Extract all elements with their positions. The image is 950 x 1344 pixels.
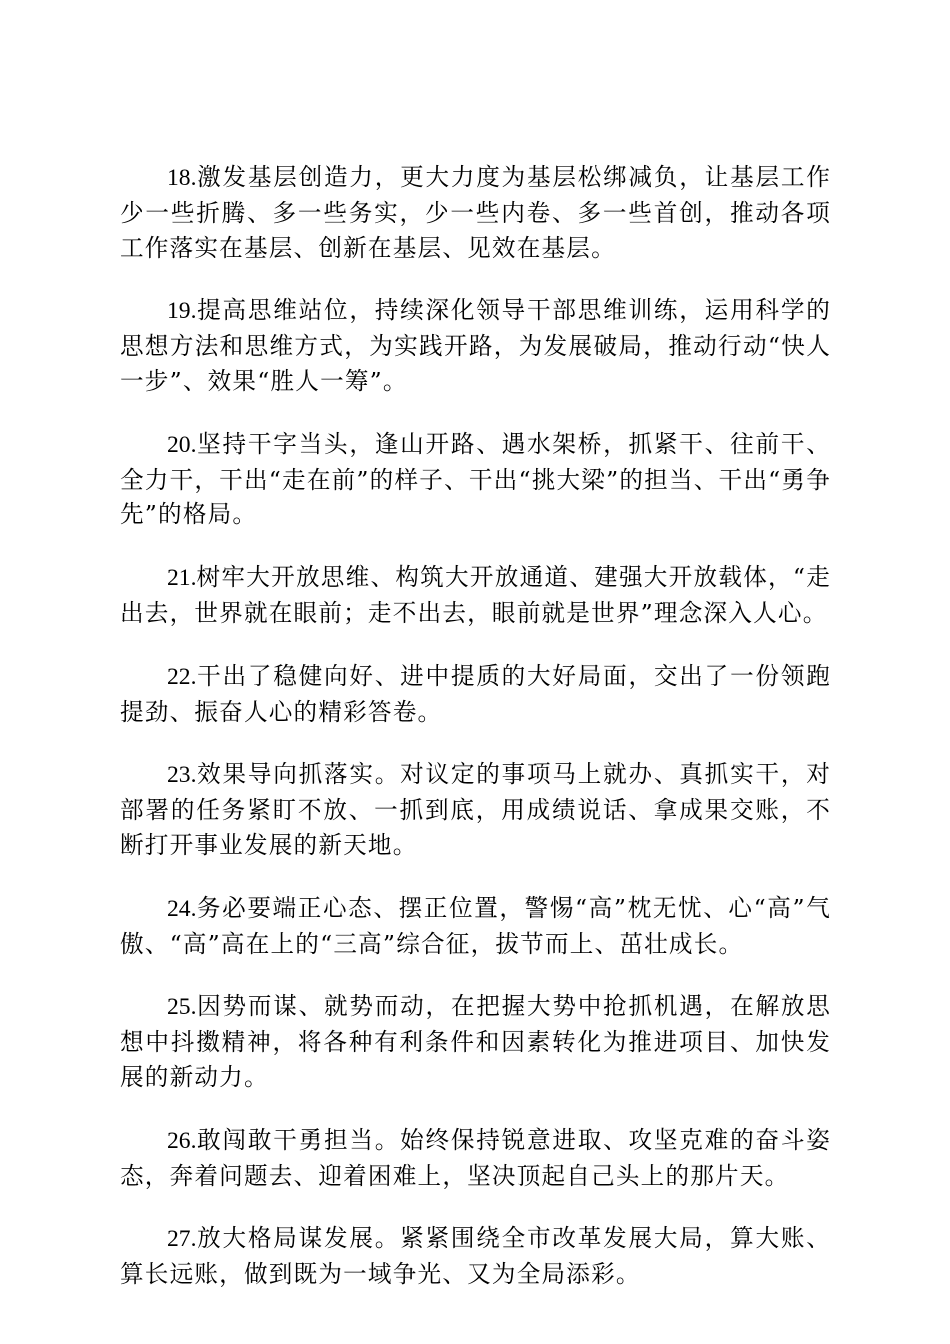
paragraph-text: 敢闯敢干勇担当。始终保持锐意进取、攻坚克难的奋斗姿态，奔着问题去、迎着困难上，坚决顶起自己头上的那片天。 (120, 1125, 831, 1190)
paragraph-number: 19. (167, 298, 197, 325)
paragraph-21 (120, 560, 831, 631)
paragraph-18 (120, 160, 831, 265)
paragraph-number: 27. (167, 1226, 197, 1253)
paragraph-19 (120, 293, 831, 398)
paragraph-27 (120, 1221, 831, 1292)
paragraph-number: 22. (167, 663, 197, 690)
paragraph-text: 树牢大开放思维、构筑大开放通道、建强大开放载体，“走出去，世界就在眼前；走不出去，眼前就是世界”理念深入人心。 (120, 563, 831, 627)
paragraph-number: 26. (167, 1127, 197, 1154)
paragraph-text: 激发基层创造力，更大力度为基层松绑减负，让基层工作少一些折腾、多一些务实，少一些内卷、多一些首创，推动各项工作落实在基层、创新在基层、见效在基层。 (120, 163, 831, 262)
paragraph-24 (120, 891, 831, 962)
paragraph-text: 干出了稳健向好、进中提质的大好局面，交出了一份领跑提劲、振奋人心的精彩答卷。 (120, 661, 831, 726)
paragraph-text: 效果导向抓落实。对议定的事项马上就办、真抓实干，对部署的任务紧盯不放、一抓到底，用成绩说话、拿成果交账，不断打开事业发展的新天地。 (120, 760, 831, 859)
paragraph-number: 20. (167, 431, 197, 458)
document-page (120, 160, 831, 1289)
paragraph-20 (120, 427, 831, 532)
paragraph-number: 24. (167, 895, 197, 922)
paragraph-text: 放大格局谋发展。紧紧围绕全市改革发展大局，算大账、算长远账，做到既为一域争光、又为全局添彩。 (120, 1224, 831, 1289)
paragraph-text: 坚持干字当头，逢山开路、遇水架桥，抓紧干、往前干、全力干，干出“走在前”的样子、干出“挑大梁”的担当、干出“勇争先”的格局。 (120, 429, 831, 529)
paragraph-text: 因势而谋、就势而动，在把握大势中抢抓机遇，在解放思想中抖擞精神，将各种有利条件和因素转化为推进项目、加快发展的新动力。 (120, 992, 831, 1091)
paragraph-23 (120, 757, 831, 862)
paragraph-text: 务必要端正心态、摆正位置，警惕“高”枕无忧、心“高”气傲、“高”高在上的“三高”综合征，拔节而上、茁壮成长。 (120, 893, 831, 958)
paragraph-number: 21. (167, 565, 197, 592)
paragraph-26 (120, 1123, 831, 1194)
paragraph-22 (120, 659, 831, 730)
paragraph-25 (120, 989, 831, 1094)
paragraph-number: 25. (167, 994, 197, 1021)
paragraph-text: 提高思维站位，持续深化领导干部思维训练，运用科学的思想方法和思维方式，为实践开路，为发展破局，推动行动“快人一步”、效果“胜人一筹”。 (120, 296, 831, 395)
paragraph-number: 18. (167, 165, 197, 191)
paragraph-number: 23. (167, 762, 197, 789)
